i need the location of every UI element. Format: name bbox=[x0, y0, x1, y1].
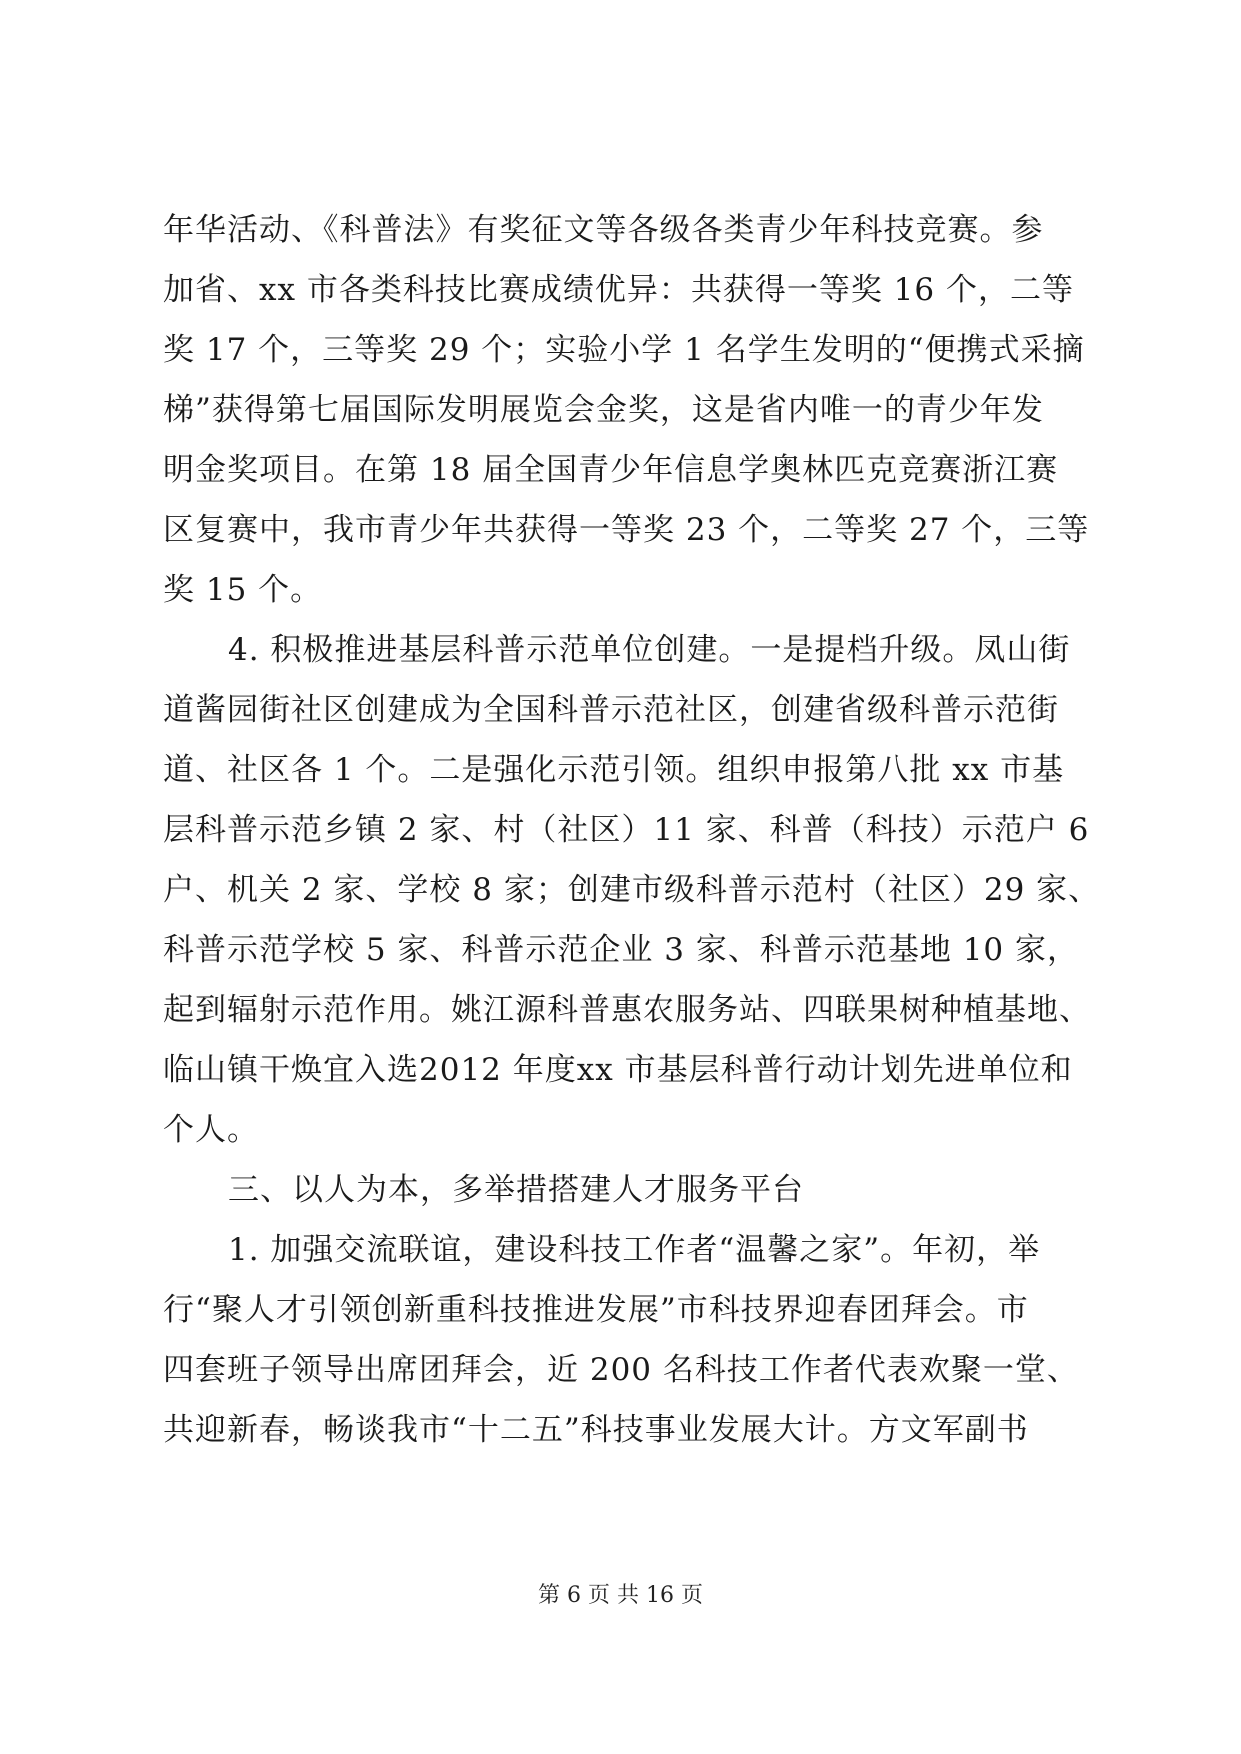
text-line: 共迎新春，畅谈我市“十二五”科技事业发展大计。方文军副书 bbox=[163, 1412, 1029, 1448]
text-line: 区复赛中，我市青少年共获得一等奖 23 个，二等奖 27 个，三等 bbox=[163, 512, 1090, 548]
text-line: 道酱园街社区创建成为全国科普示范社区，创建省级科普示范街 bbox=[163, 692, 1059, 728]
text-line: 奖 17 个，三等奖 29 个；实验小学 1 名学生发明的“便携式采摘 bbox=[163, 332, 1085, 368]
text-line: 科普示范学校 5 家、科普示范企业 3 家、科普示范基地 10 家， bbox=[163, 932, 1080, 968]
text-line: 起到辐射示范作用。姚江源科普惠农服务站、四联果树种植基地、 bbox=[163, 992, 1091, 1028]
paragraph-start-line: 1. 加强交流联谊，建设科技工作者“温馨之家”。年初，举 bbox=[228, 1232, 1041, 1268]
paragraph-start-line: 4. 积极推进基层科普示范单位创建。一是提档升级。凤山街 bbox=[228, 632, 1071, 668]
text-line: 梯”获得第七届国际发明展览会金奖，这是省内唯一的青少年发 bbox=[163, 392, 1044, 428]
text-line: 户、机关 2 家、学校 8 家；创建市级科普示范村（社区）29 家、 bbox=[163, 872, 1101, 908]
text-line: 明金奖项目。在第 18 届全国青少年信息学奥林匹克竞赛浙江赛 bbox=[163, 452, 1059, 488]
text-line: 加省、xx 市各类科技比赛成绩优异：共获得一等奖 16 个，二等 bbox=[163, 272, 1074, 308]
page-number-footer: 第 6 页 共 16 页 bbox=[538, 1583, 703, 1608]
text-line: 临山镇干焕宜入选2012 年度xx 市基层科普行动计划先进单位和 bbox=[163, 1052, 1073, 1088]
text-line: 行“聚人才引领创新重科技推进发展”市科技界迎春团拜会。市 bbox=[163, 1292, 1029, 1328]
text-line: 层科普示范乡镇 2 家、村（社区）11 家、科普（科技）示范户 6 bbox=[163, 812, 1090, 848]
text-line: 年华活动、《科普法》有奖征文等各级各类青少年科技竞赛。参 bbox=[163, 212, 1044, 248]
section-heading: 三、以人为本，多举措搭建人才服务平台 bbox=[228, 1172, 804, 1208]
text-line: 四套班子领导出席团拜会，近 200 名科技工作者代表欢聚一堂、 bbox=[163, 1352, 1079, 1388]
text-line: 个人。 bbox=[163, 1112, 259, 1148]
text-line: 奖 15 个。 bbox=[163, 572, 323, 608]
text-line: 道、社区各 1 个。二是强化示范引领。组织申报第八批 xx 市基 bbox=[163, 752, 1065, 788]
